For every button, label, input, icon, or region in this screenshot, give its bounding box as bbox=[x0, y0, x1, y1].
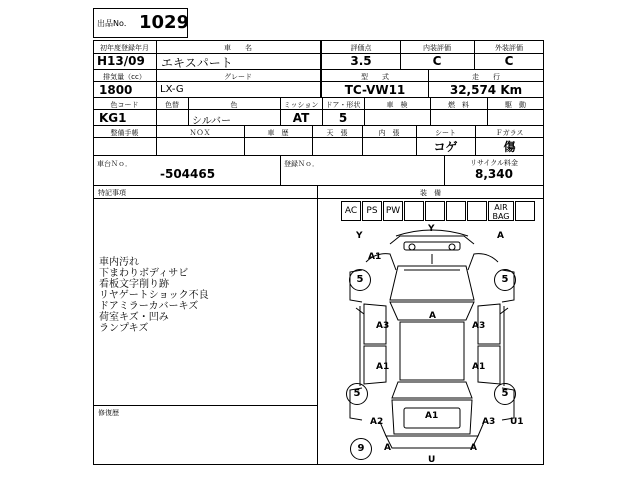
nox-label: ＮＯＸ bbox=[189, 129, 211, 137]
mileage-value: 32,574 Km bbox=[449, 83, 523, 97]
mark-rear-right: A3 bbox=[482, 417, 496, 427]
seat-value: コゲ bbox=[433, 140, 458, 154]
equipment-slot bbox=[515, 201, 535, 221]
equipment-slot bbox=[425, 201, 445, 221]
transmission-label: ミッション bbox=[283, 101, 319, 109]
transmission-value: AT bbox=[292, 111, 310, 125]
grade-label: グレード bbox=[224, 73, 252, 81]
first-registration-value: H13/09 bbox=[97, 54, 145, 68]
lot-number-box bbox=[93, 8, 188, 38]
exterior-grade-label: 外装評価 bbox=[495, 44, 523, 52]
headliner-label: 天 張 bbox=[326, 129, 348, 137]
mark-rear-right-u: U1 bbox=[510, 417, 524, 427]
model-code-label: 型 式 bbox=[361, 73, 389, 81]
mark-front-left: Y bbox=[356, 231, 363, 241]
seat-label: シート bbox=[435, 129, 456, 137]
interior-grade-label: 内装評価 bbox=[423, 44, 451, 52]
equipment-label: 装 備 bbox=[420, 189, 441, 197]
equipment-slot bbox=[404, 201, 424, 221]
displacement-label: 排気量（cc） bbox=[103, 73, 146, 81]
first-registration-label: 初年度登録年月 bbox=[100, 44, 149, 52]
mark-hood: A bbox=[429, 311, 436, 321]
exterior-grade-value: C bbox=[504, 54, 514, 68]
mark-tailgate: A1 bbox=[425, 411, 439, 421]
row-divider bbox=[93, 185, 544, 186]
equipment-ps: PS bbox=[362, 201, 382, 221]
mark-front-bumper-left: A1 bbox=[368, 252, 382, 262]
color-change-label: 色替 bbox=[165, 101, 179, 109]
inspection-label: 車 検 bbox=[386, 101, 408, 109]
repair-divider bbox=[93, 405, 317, 406]
color-value: シルバー bbox=[192, 116, 232, 127]
repair-history-label: 修復歴 bbox=[98, 409, 119, 417]
equipment-ac: AC bbox=[341, 201, 361, 221]
lot-number: 1029 bbox=[139, 12, 190, 33]
color-label: 色 bbox=[230, 101, 238, 109]
remark-line: ランプキズ bbox=[99, 323, 149, 334]
car-damage-diagram bbox=[320, 222, 542, 464]
interior-trim-label: 内 張 bbox=[378, 129, 400, 137]
mark-rear-door-right: A1 bbox=[472, 362, 486, 372]
grade-value: LX-G bbox=[160, 84, 184, 95]
section-divider bbox=[317, 185, 318, 465]
door-shape-value: 5 bbox=[338, 111, 348, 125]
equipment-pw: PW bbox=[383, 201, 403, 221]
registration-no-label: 登録Ｎｏ． bbox=[284, 160, 319, 168]
row-divider bbox=[93, 97, 544, 98]
wheel-front-right: 5 bbox=[494, 269, 516, 291]
row-divider bbox=[93, 155, 544, 156]
equipment-slot bbox=[467, 201, 487, 221]
remark-line: 下まわりボディサビ bbox=[99, 268, 189, 279]
mark-bottom-right: A bbox=[470, 443, 477, 453]
recycle-fee-value: 8,340 bbox=[475, 167, 513, 181]
color-code-label: 色コード bbox=[110, 101, 139, 109]
score-label: 評価点 bbox=[350, 44, 372, 52]
airbag-label: AIR BAG bbox=[492, 203, 510, 221]
spare-tire-circle: 9 bbox=[350, 438, 372, 460]
remarks-label: 特記事項 bbox=[98, 189, 126, 197]
remark-line: 看板文字削り跡 bbox=[99, 279, 169, 290]
service-book-label: 整備手帳 bbox=[110, 129, 139, 137]
fuel-label: 燃 料 bbox=[448, 101, 469, 109]
row-divider bbox=[93, 125, 544, 126]
color-code-value: KG1 bbox=[99, 111, 127, 125]
interior-grade-value: C bbox=[432, 54, 442, 68]
mark-front-right: A bbox=[497, 231, 504, 241]
car-name-value: エキスパート bbox=[161, 56, 233, 70]
history-label: 車 歴 bbox=[267, 129, 289, 137]
mark-bottom-left: A bbox=[384, 443, 391, 453]
recycle-fee-label: リサイクル料金 bbox=[469, 159, 519, 167]
chassis-label: 車台Ｎｏ． bbox=[97, 160, 132, 168]
wheel-front-left: 5 bbox=[349, 269, 371, 291]
remark-line: ドアミラーカバーキズ bbox=[99, 301, 199, 312]
mark-rear-left: A2 bbox=[370, 417, 384, 427]
equipment-slot bbox=[446, 201, 466, 221]
displacement-value: 1800 bbox=[99, 83, 133, 97]
equipment-airbag bbox=[488, 201, 514, 221]
drive-label: 駆 動 bbox=[505, 101, 526, 109]
windshield-value: 傷 bbox=[503, 140, 516, 154]
model-code-value: TC-VW11 bbox=[344, 83, 406, 97]
lot-number-label: 出品No． bbox=[97, 19, 132, 28]
cell-divider bbox=[280, 155, 281, 185]
remark-line: 荷室キズ・凹み bbox=[99, 312, 169, 323]
chassis-value: -504465 bbox=[160, 167, 216, 181]
mark-front-door-left: A3 bbox=[376, 321, 390, 331]
remark-line: 車内汚れ bbox=[99, 257, 139, 268]
door-shape-label: ドア・形状 bbox=[325, 101, 361, 109]
windshield-label: Ｆガラス bbox=[495, 129, 524, 137]
mileage-label: 走 行 bbox=[472, 73, 500, 81]
car-name-label: 車 名 bbox=[224, 44, 252, 52]
remark-line: リヤゲートショック不良 bbox=[99, 290, 209, 301]
mark-front-door-right: A3 bbox=[472, 321, 486, 331]
wheel-rear-left: 5 bbox=[346, 383, 368, 405]
wheel-rear-right: 5 bbox=[494, 383, 516, 405]
mark-bottom-center: U bbox=[428, 455, 436, 465]
mark-rear-door-left: A1 bbox=[376, 362, 390, 372]
mark-front-center: Y bbox=[428, 224, 435, 234]
score-value: 3.5 bbox=[350, 54, 372, 68]
section-divider bbox=[93, 198, 544, 199]
